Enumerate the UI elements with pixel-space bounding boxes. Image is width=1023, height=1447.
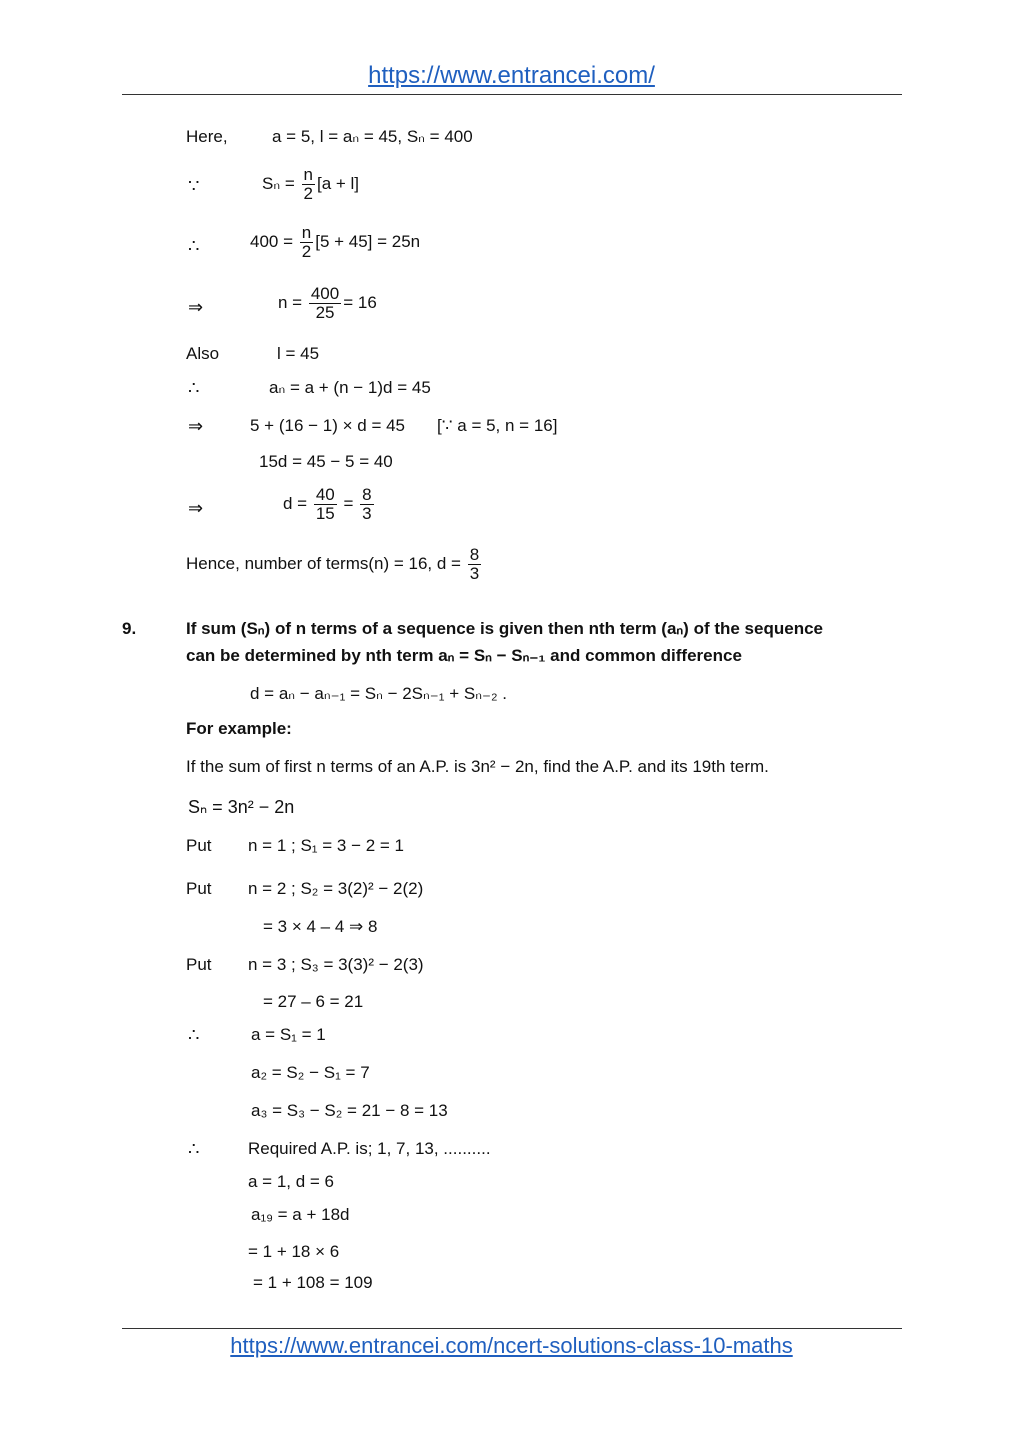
hence-fraction-den: 3 xyxy=(469,563,480,583)
therefore-symbol-2: ∴ xyxy=(188,378,200,398)
therefore-symbol-1: ∴ xyxy=(188,236,200,256)
also-label: Also xyxy=(186,344,220,363)
put-2-result: = 3 × 4 – 4 ⇒ 8 xyxy=(263,917,378,936)
also-value: l = 45 xyxy=(277,344,320,363)
sn-fraction-num: n xyxy=(303,165,313,184)
sn-definition: Sₙ = 3n² − 2n xyxy=(188,797,295,817)
hence-text: Hence, number of terms(n) = 16, d = xyxy=(186,553,466,573)
eq-n-fraction xyxy=(309,285,341,322)
hence-fraction xyxy=(468,546,481,583)
put-1: n = 1 ; S₁ = 3 − 2 = 1 xyxy=(248,836,405,855)
eq-n-fraction-num: 400 xyxy=(310,284,340,303)
hence-line xyxy=(186,546,483,583)
required-ap: Required A.P. is; 1, 7, 13, .......... xyxy=(248,1139,491,1158)
footer-url-container xyxy=(0,1333,1023,1359)
a3-equation: a₃ = S₃ − S₂ = 21 − 8 = 13 xyxy=(251,1101,448,1120)
sn-formula xyxy=(262,166,359,203)
eq-400-fraction xyxy=(300,224,313,261)
d-formula: d = aₙ − aₙ₋₁ = Sₙ − 2Sₙ₋₁ + Sₙ₋₂ . xyxy=(250,684,508,703)
header-link[interactable]: https://www.entrancei.com/ xyxy=(368,62,655,89)
eq-400-left: 400 = xyxy=(250,231,298,251)
eq-n-left: n = xyxy=(278,292,307,312)
footer-divider xyxy=(122,1328,902,1329)
therefore-symbol-3: ∴ xyxy=(188,1025,200,1045)
eq-400 xyxy=(250,224,420,261)
sn-fraction-den: 2 xyxy=(303,183,313,203)
put-label-2: Put xyxy=(186,879,212,898)
put-3-result: = 27 – 6 = 21 xyxy=(263,992,364,1011)
eq-n xyxy=(278,285,377,322)
eq-400-fraction-den: 2 xyxy=(301,241,312,261)
therefore-symbol-4: ∴ xyxy=(188,1139,200,1159)
a-d-values: a = 1, d = 6 xyxy=(248,1172,335,1191)
implies-symbol-3: ⇒ xyxy=(188,498,204,518)
sn-fraction xyxy=(302,166,315,203)
footer-link[interactable]: https://www.entrancei.com/ncert-solutions-class-10-maths xyxy=(230,1333,793,1358)
d-fraction-2-num: 8 xyxy=(362,485,372,504)
section-heading-line1: If sum (Sₙ) of n terms of a sequence is given then nth term (aₙ) of the sequence xyxy=(186,619,823,638)
header-divider xyxy=(122,94,902,95)
example-label: For example: xyxy=(186,719,292,738)
substitution-equation: 5 + (16 − 1) × d = 45 xyxy=(250,416,406,435)
sn-formula-left: Sₙ = xyxy=(262,173,300,193)
eq-400-fraction-num: n xyxy=(301,223,312,242)
eq-n-rest: = 16 xyxy=(343,292,377,312)
d-equals: = xyxy=(338,493,359,513)
a19-equation: a₁₉ = a + 18d xyxy=(251,1205,350,1224)
put-2: n = 2 ; S₂ = 3(2)² − 2(2) xyxy=(248,879,424,898)
because-symbol: ∵ xyxy=(188,176,200,196)
d-fraction-1 xyxy=(314,486,337,523)
d-fraction-1-den: 15 xyxy=(315,503,335,523)
section-heading-line2: can be determined by nth term aₙ = Sₙ − Sₙ₋₁ and common difference xyxy=(186,646,742,665)
d-fraction-2-den: 3 xyxy=(362,503,372,523)
substitution-note: [∵ a = 5, n = 16] xyxy=(437,416,558,435)
d-equation-left: d = xyxy=(283,493,312,513)
implies-symbol-1: ⇒ xyxy=(188,297,204,317)
example-text: If the sum of first n terms of an A.P. is 3n² − 2n, find the A.P. and its 19th term. xyxy=(186,757,769,776)
a2-equation: a₂ = S₂ − S₁ = 7 xyxy=(251,1063,370,1082)
eq-n-fraction-den: 25 xyxy=(315,302,335,322)
here-values: a = 5, l = aₙ = 45, Sₙ = 400 xyxy=(272,127,473,146)
eq-400-rest: [5 + 45] = 25n xyxy=(315,231,421,251)
header-url-container xyxy=(0,62,1023,90)
put-3: n = 3 ; S₃ = 3(3)² − 2(3) xyxy=(248,955,424,974)
sn-formula-rest: [a + l] xyxy=(316,173,360,193)
a19-result: = 1 + 108 = 109 xyxy=(253,1273,373,1292)
a19-step: = 1 + 18 × 6 xyxy=(248,1242,340,1261)
hence-fraction-num: 8 xyxy=(469,545,480,564)
d-fraction-1-num: 40 xyxy=(315,485,335,504)
d-fraction-2 xyxy=(360,486,373,523)
put-label-1: Put xyxy=(186,836,212,855)
a-equation: a = S₁ = 1 xyxy=(251,1025,326,1044)
d15-equation: 15d = 45 − 5 = 40 xyxy=(259,452,393,471)
here-label: Here, xyxy=(186,127,228,146)
put-label-3: Put xyxy=(186,955,212,974)
section-number: 9. xyxy=(122,619,137,638)
implies-symbol-2: ⇒ xyxy=(188,416,204,436)
d-equation xyxy=(283,486,376,523)
an-equation: aₙ = a + (n − 1)d = 45 xyxy=(269,378,431,397)
